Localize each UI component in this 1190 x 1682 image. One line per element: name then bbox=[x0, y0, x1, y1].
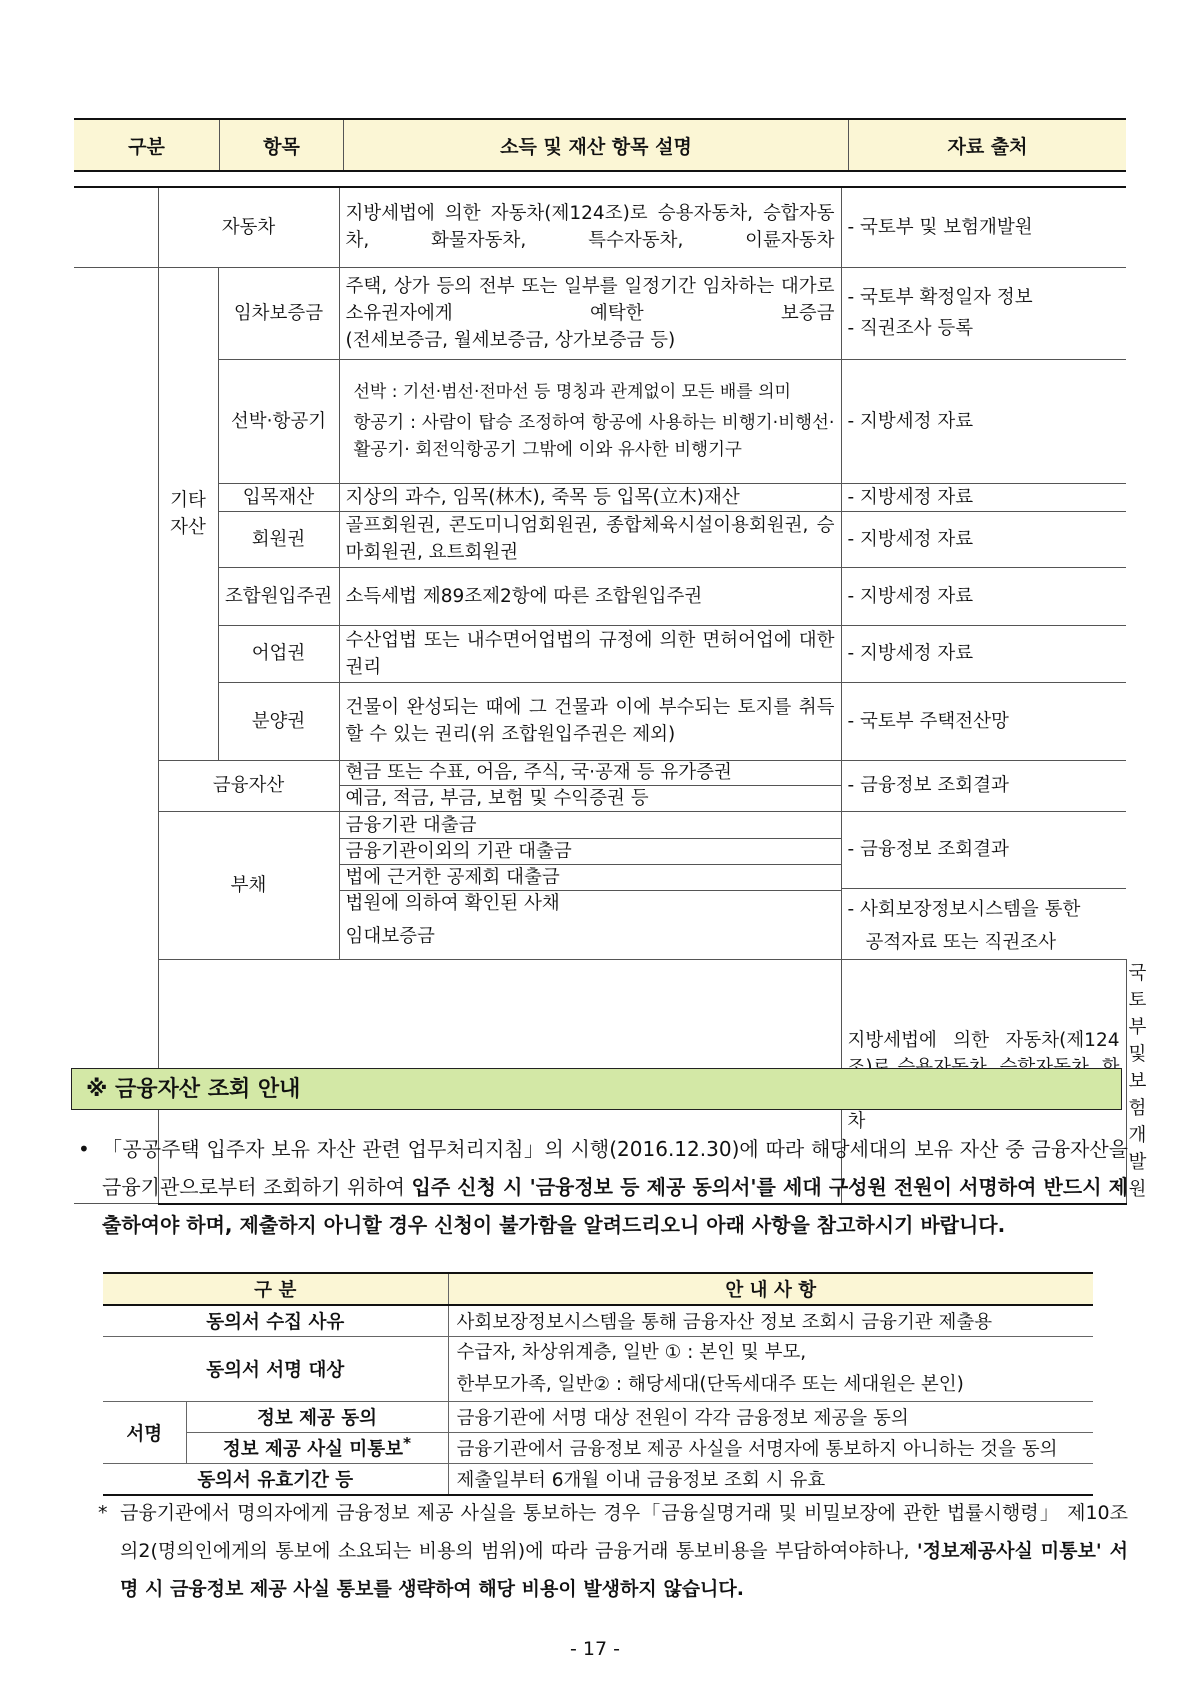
guide-label: 동의서 수집 사유 bbox=[103, 1305, 448, 1337]
source-cell: - 지방세정 자료 bbox=[841, 359, 1126, 483]
footnote-marker: * bbox=[403, 1434, 412, 1453]
guide-label: 정보 제공 동의 bbox=[186, 1402, 448, 1433]
footnote-star: * bbox=[98, 1502, 108, 1524]
item-cell: 선박·항공기 bbox=[218, 359, 339, 483]
source-cell bbox=[841, 267, 1126, 359]
group-label: 기타 자산 bbox=[158, 267, 218, 760]
asset-table bbox=[74, 186, 1147, 1205]
sign-label: 서명 bbox=[103, 1402, 186, 1464]
description-cell bbox=[339, 359, 841, 483]
bullet-icon: • bbox=[78, 1137, 90, 1161]
source-text: - 국토부 확정일자 정보 bbox=[847, 287, 1033, 308]
guide-text: 금융기관에 서명 대상 전원이 각각 금융정보 제공을 동의 bbox=[448, 1402, 1093, 1433]
description-text: 예금, 적금, 부금, 보험 및 수익증권 등 bbox=[345, 787, 649, 809]
table-row bbox=[74, 483, 1126, 511]
guide-header-notice: 안 내 사 항 bbox=[448, 1273, 1093, 1305]
table-row bbox=[74, 187, 1126, 267]
item-cell: 부채 bbox=[158, 811, 339, 959]
description-text: 현금 또는 수표, 어음, 주식, 국·공재 등 유가증권 bbox=[340, 761, 841, 786]
column-header-table bbox=[74, 118, 1126, 172]
guide-text bbox=[448, 1337, 1093, 1402]
notice-paragraph bbox=[78, 1130, 1128, 1244]
item-cell: 임차보증금 bbox=[218, 267, 339, 359]
item-cell: 분양권 bbox=[218, 682, 339, 760]
item-cell: 입목재산 bbox=[218, 483, 339, 511]
notice-bold-text: 입주 신청 시 '금융정보 등 제공 동의서'를 세대 구성원 전원이 서명하여 반드시 제출하여야 하며, 제출하지 아니할 경우 신청이 불가함을 알려드리오니 아래 사항을 참고하시기 바랍니다. bbox=[102, 1175, 1129, 1237]
description-text: (전세보증금, 월세보증금, 상가보증금 등) bbox=[345, 329, 676, 351]
guide-label bbox=[186, 1433, 448, 1464]
source-cell: - 지방세정 자료 bbox=[841, 567, 1126, 625]
notice-text: 「공공주택 입주자 보유 자산 관련 업무처리지침」의 시행(2016.12.30)에 따라 해당세대의 보유 자산 중 금융자산을 금융기관으로부터 조회하기 위하여 bbox=[102, 1137, 1128, 1199]
table-row bbox=[74, 760, 1126, 811]
footnote-bold-text: '정보제공사실 미통보' 서명 시 금융정보 제공 사실 통보를 생략하여 해당 비용이 발생하지 않습니다. bbox=[120, 1540, 1129, 1600]
description-cell: 소득세법 제89조제2항에 따른 조합원입주권 bbox=[339, 567, 841, 625]
source-cell: - 국토부 및 보험개발원 bbox=[841, 187, 1126, 267]
guide-header-category: 구 분 bbox=[103, 1273, 448, 1305]
table-row bbox=[74, 511, 1126, 567]
table-row bbox=[74, 811, 1126, 959]
guide-text: 사회보장정보시스템을 통해 금융자산 정보 조회시 금융기관 제출용 bbox=[448, 1305, 1093, 1337]
source-cell: - 국토부 주택전산망 bbox=[841, 682, 1126, 760]
table-header-row bbox=[103, 1273, 1093, 1305]
description-text: 금융기관 대출금 bbox=[340, 813, 841, 839]
header-source: 자료 출처 bbox=[849, 119, 1127, 171]
guide-text: 제출일부터 6개월 이내 금융정보 조회 시 유효 bbox=[448, 1464, 1093, 1496]
guide-label-text: 정보 제공 사실 미통보 bbox=[222, 1439, 404, 1461]
table-row bbox=[74, 682, 1126, 760]
table-row bbox=[103, 1464, 1093, 1496]
description-cell bbox=[339, 760, 841, 811]
description-cell: 지상의 과수, 임목(林木), 죽목 등 입목(立木)재산 bbox=[339, 483, 841, 511]
description-text: 금융기관이외의 기관 대출금 bbox=[340, 839, 841, 865]
table-row bbox=[103, 1305, 1093, 1337]
description-cell: 지방세법에 의한 자동차(제124조)로 승용자동차, 승합자동차, 화물자동차, 특수자동차, 이륜자동차 bbox=[339, 187, 841, 267]
item-cell: 회원권 bbox=[218, 511, 339, 567]
description-text: 항공기 : 사람이 탑승 조정하여 항공에 사용하는 비행기·비행선·활공기· 회전익항공기 그밖에 이와 유사한 비행기구 bbox=[353, 412, 835, 460]
description-cell: 수산업법 또는 내수면어업법의 규정에 의한 면허어업에 대한 권리 bbox=[339, 625, 841, 682]
description-cell bbox=[339, 811, 841, 959]
table-row bbox=[103, 1337, 1093, 1402]
source-cell: - 지방세정 자료 bbox=[841, 511, 1126, 567]
table-row bbox=[74, 567, 1126, 625]
table-row bbox=[74, 625, 1126, 682]
guide-text-line: 수급자, 차상위계층, 일반 ① : 본인 및 부모, bbox=[456, 1342, 807, 1363]
table-row bbox=[74, 359, 1126, 483]
guide-label: 동의서 서명 대상 bbox=[103, 1337, 448, 1402]
source-text: - 직권조사 등록 bbox=[847, 318, 974, 339]
page-number: - 17 - bbox=[570, 1638, 620, 1660]
source-cell: - 금융정보 조회결과 bbox=[841, 760, 1126, 811]
description-text: 임대보증금 bbox=[345, 925, 435, 947]
item-cell: 어업권 bbox=[218, 625, 339, 682]
guide-text: 금융기관에서 금융정보 제공 사실을 서명자에 통보하지 아니하는 것을 동의 bbox=[448, 1433, 1093, 1464]
item-cell: 자동차 bbox=[158, 187, 339, 267]
guide-text-line: 한부모가족, 일반② : 해당세대(단독세대주 또는 세대원은 본인) bbox=[456, 1374, 964, 1395]
description-cell: 지방세법에 의한 자동차(제124 차 bbox=[841, 959, 1126, 1204]
table-row bbox=[103, 1402, 1093, 1433]
header-category: 구분 bbox=[74, 119, 220, 171]
item-cell: 조합원입주권 bbox=[218, 567, 339, 625]
item-cell: 금융자산 bbox=[158, 760, 339, 811]
footnote bbox=[98, 1494, 1128, 1608]
source-text: 공적자료 또는 직권조사 bbox=[865, 931, 1056, 953]
description-text: 주택, 상가 등의 전부 또는 일부를 일정기간 임차하는 대가로 소유권자에게 예탁한 보증금 bbox=[345, 275, 835, 324]
source-cell bbox=[841, 811, 1126, 959]
description-text: 법원에 의하여 확인된 사채 bbox=[345, 892, 560, 914]
header-item: 항목 bbox=[220, 119, 344, 171]
description-text: 선박 : 기선·범선·전마선 등 명칭과 관계없이 모든 배를 의미 bbox=[353, 381, 791, 402]
source-text: - 금융정보 조회결과 bbox=[842, 812, 1127, 889]
table-row: 지방세법에 의한 자동차(제124 차 국토부 및 보험개발원 bbox=[74, 959, 1126, 1204]
description-text: 법에 근거한 공제회 대출금 bbox=[340, 865, 841, 891]
source-text: - 사회보장정보시스템을 통한 bbox=[847, 898, 1081, 920]
guide-label: 동의서 유효기간 등 bbox=[103, 1464, 448, 1496]
table-row bbox=[103, 1433, 1093, 1464]
table-row bbox=[74, 267, 1126, 359]
guide-table bbox=[103, 1272, 1093, 1496]
description-cell: 건물이 완성되는 때에 그 건물과 이에 부수되는 토지를 취득할 수 있는 권리(위 조합원입주권은 제외) bbox=[339, 682, 841, 760]
source-cell: - 지방세정 자료 bbox=[841, 483, 1126, 511]
footnote-text: 금융기관에서 명의자에게 금융정보 제공 사실을 통보하는 경우「금융실명거래 및 비밀보장에 관한 법률시행령」 제10조의2(명의인에게의 통보에 소요되는 비용의 범위)에 따라 금융거래 통보비용을 부담하여야하나, bbox=[120, 1502, 1128, 1562]
section-title: ※ 금융자산 조회 안내 bbox=[71, 1068, 1122, 1110]
description-cell: 골프회원권, 콘도미니엄회원권, 종합체육시설이용회원권, 승마회원권, 요트회원권 bbox=[339, 511, 841, 567]
description-cell bbox=[339, 267, 841, 359]
header-description: 소득 및 재산 항목 설명 bbox=[344, 119, 849, 171]
source-cell: - 지방세정 자료 bbox=[841, 625, 1126, 682]
